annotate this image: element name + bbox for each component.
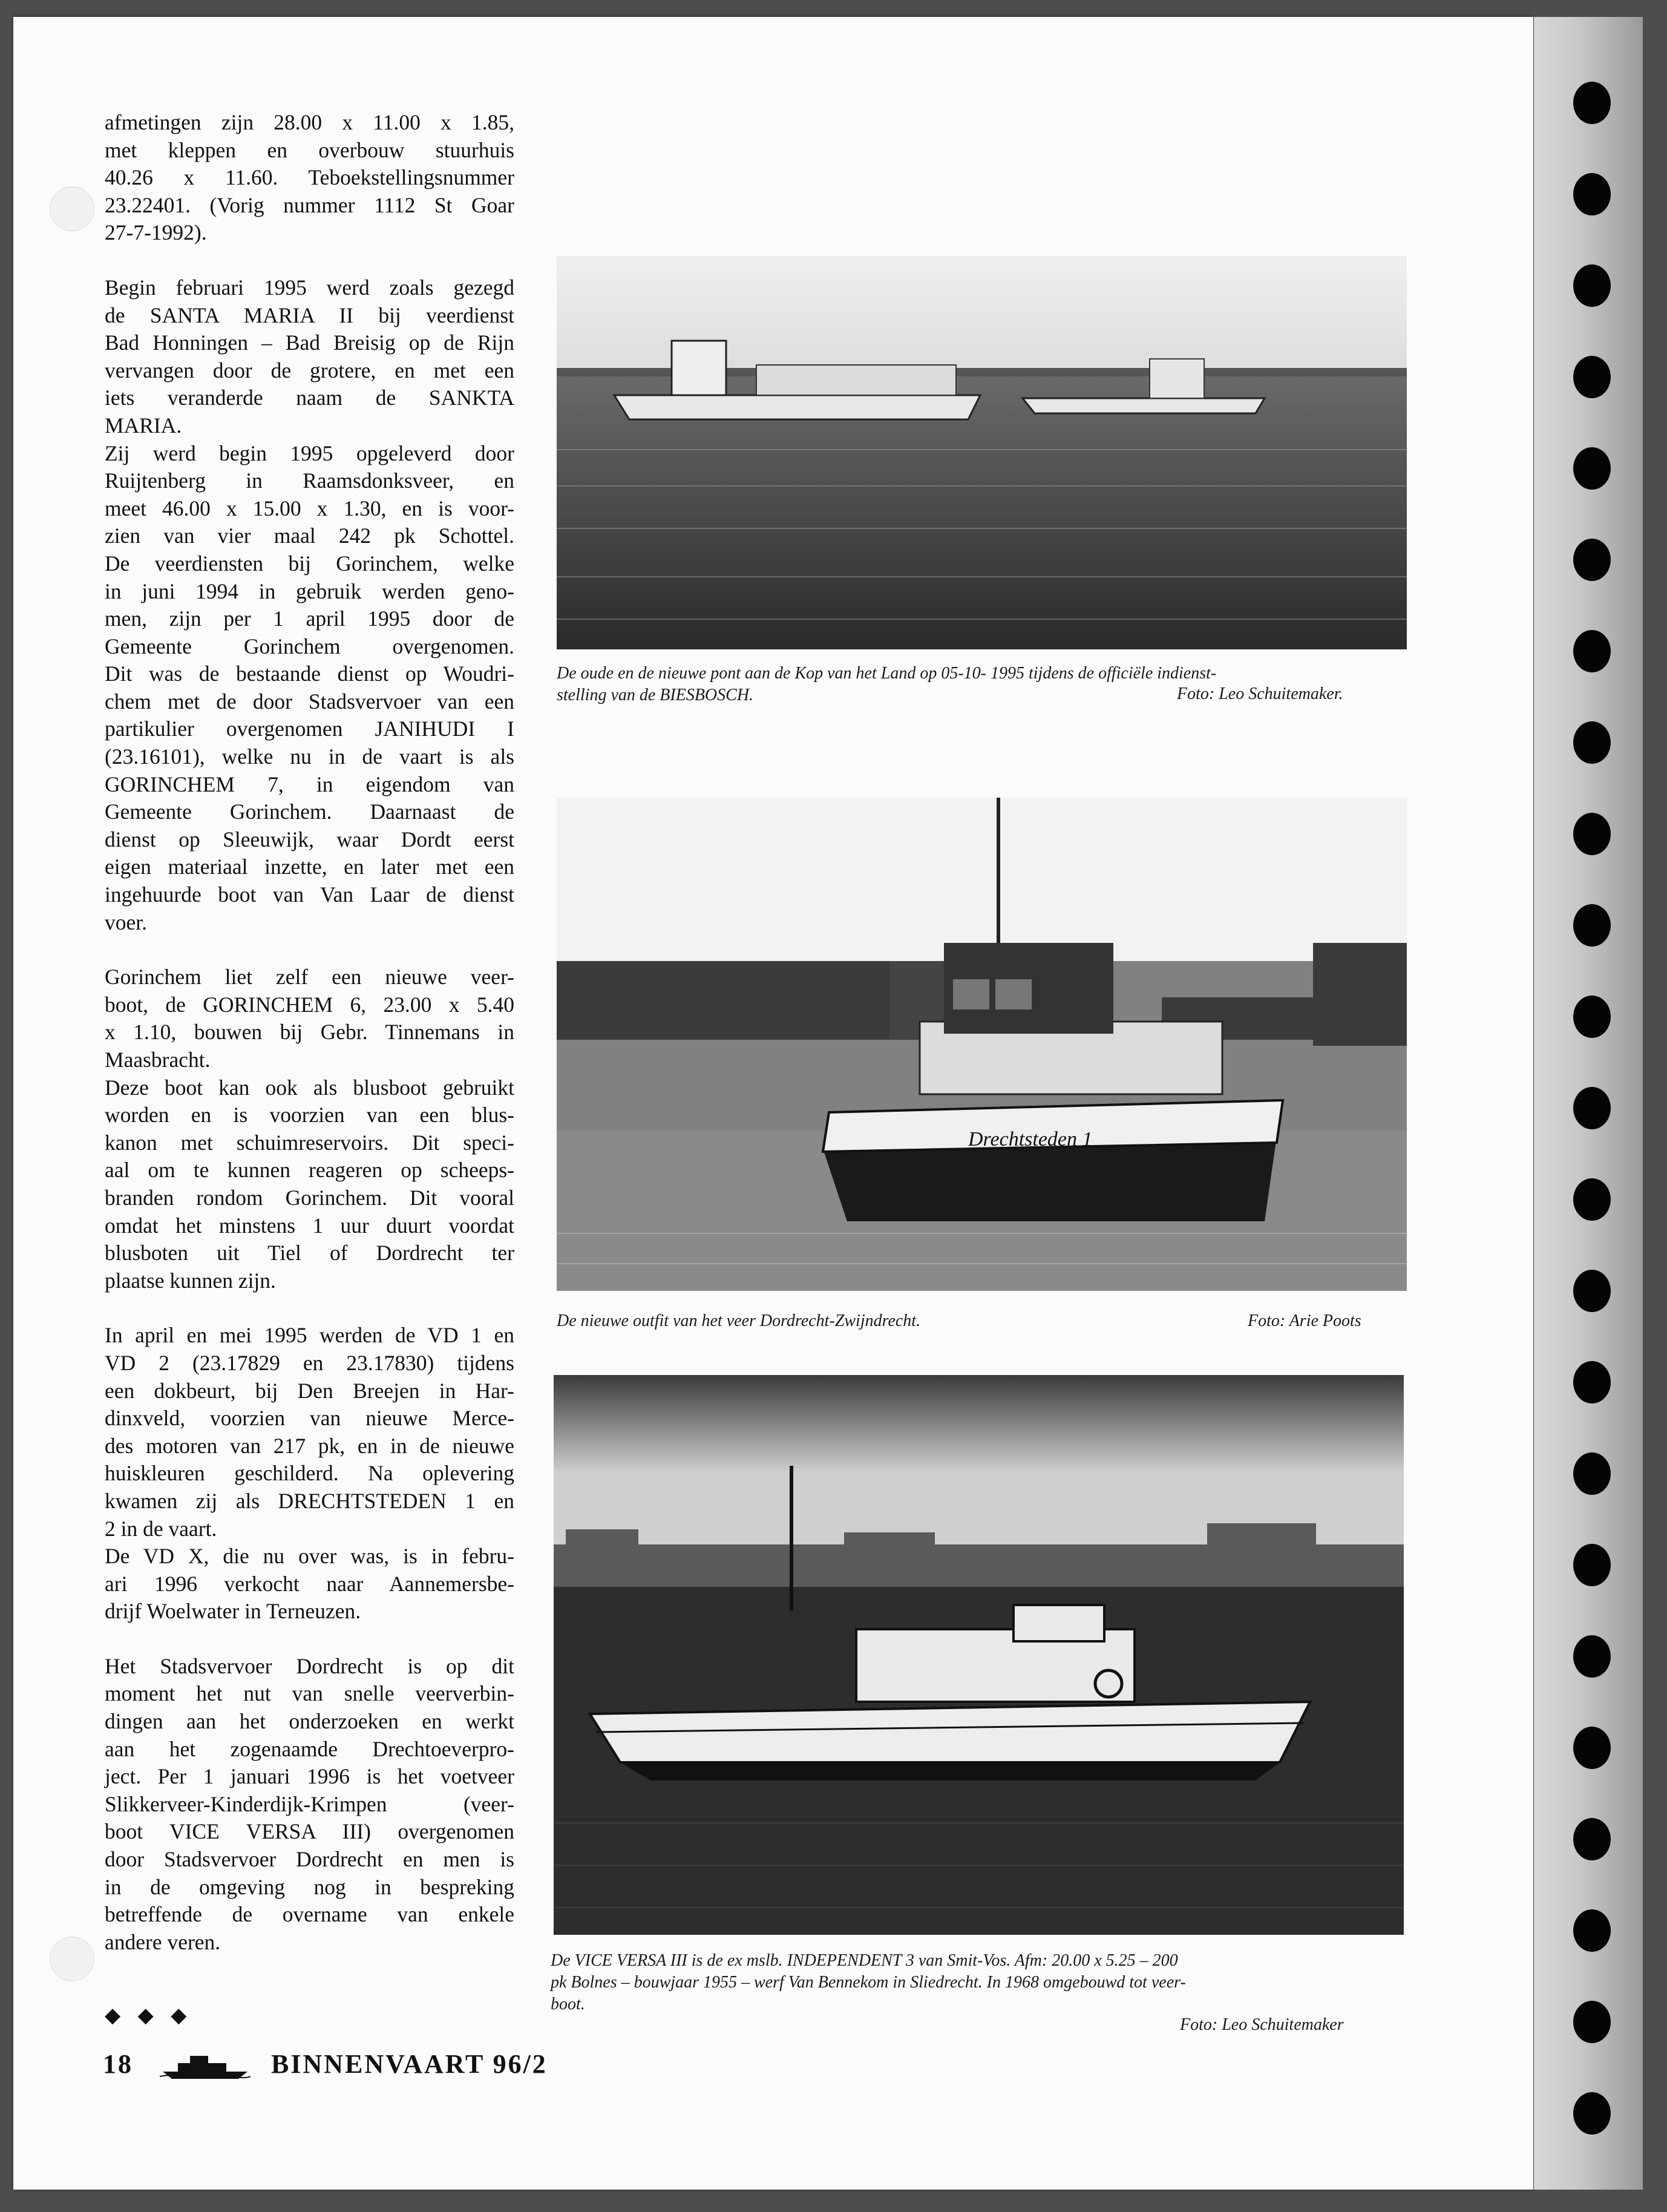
- text-line: drijf Woelwater in Terneuzen.: [105, 1599, 361, 1624]
- text-line: Begin februari 1995 werd zoals gezegd: [105, 275, 514, 300]
- text-line: voer.: [105, 910, 147, 934]
- punch-hole-mark: [50, 1937, 94, 1981]
- binder-hole: [1573, 1818, 1611, 1860]
- text-line: de SANTA MARIA II bij veerdienst: [105, 303, 514, 327]
- text-line: Dit was de bestaande dienst op Woudri-: [105, 661, 514, 686]
- text-line: kanon met schuimreservoirs. Dit speci-: [105, 1130, 514, 1155]
- text-line: Slikkerveer-Kinderdijk-Krimpen (veer-: [105, 1791, 514, 1816]
- text-line: De veerdiensten bij Gorinchem, welke: [105, 551, 514, 576]
- text-line: betreffende de overname van enkele: [105, 1902, 514, 1927]
- caption-line: De oude en de nieuwe pont aan de Kop van het Land op 05-10- 1995 tijdens de officiële indienst-: [557, 664, 1217, 683]
- binder-hole: [1573, 173, 1611, 215]
- text-line: door Stadsvervoer Dordrecht en men is: [105, 1847, 514, 1872]
- binder-hole: [1573, 1452, 1611, 1495]
- binder-hole: [1573, 2001, 1611, 2043]
- text-line: De VD X, die nu over was, is in febru-: [105, 1544, 514, 1569]
- binder-hole: [1573, 356, 1611, 398]
- text-line: 27-7-1992).: [105, 220, 207, 245]
- text-line: 40.26 x 11.60. Teboekstellingsnummer: [105, 165, 514, 190]
- text-line: MARIA.: [105, 413, 182, 438]
- binder-hole: [1573, 1544, 1611, 1586]
- text-line: 23.22401. (Vorig nummer 1112 St Goar: [105, 192, 514, 217]
- photo-drechtsteden-ferry: [557, 798, 1407, 1291]
- text-line: omdat het minstens 1 uur duurt voordat: [105, 1213, 514, 1238]
- binder-hole: [1573, 1178, 1611, 1221]
- text-line: huiskleuren geschilderd. Na oplevering: [105, 1461, 514, 1486]
- caption-line: De nieuwe outfit van het veer Dordrecht-Zwijndrecht.: [557, 1311, 921, 1330]
- binder-hole: [1573, 630, 1611, 672]
- text-line: een dokbeurt, bij Den Breejen in Har-: [105, 1378, 514, 1403]
- photo-caption: [551, 1950, 1410, 2015]
- text-line: Bad Honningen – Bad Breisig op de Rijn: [105, 330, 514, 355]
- photo-ferries-kop-van-het-land: [557, 256, 1407, 649]
- text-line: plaatse kunnen zijn.: [105, 1268, 276, 1293]
- text-line: aan het zogenaamde Drechtoeverpro-: [105, 1736, 514, 1761]
- punch-hole-mark: [50, 186, 94, 231]
- text-line: 2 in de vaart.: [105, 1516, 217, 1541]
- binder-hole: [1573, 721, 1611, 764]
- binder-hole: [1573, 1087, 1611, 1129]
- text-line: zien van vier maal 242 pk Schottel.: [105, 523, 514, 548]
- text-line: boot VICE VERSA III) overgenomen: [105, 1819, 514, 1844]
- text-line: afmetingen zijn 28.00 x 11.00 x 1.85,: [105, 110, 514, 134]
- binder-hole: [1573, 82, 1611, 124]
- binder-hole: [1573, 1270, 1611, 1312]
- text-line: met kleppen en overbouw stuurhuis: [105, 137, 514, 162]
- text-line: des motoren van 217 pk, en in de nieuwe: [105, 1433, 514, 1458]
- text-line: Het Stadsvervoer Dordrecht is op dit: [105, 1653, 514, 1678]
- binder-hole: [1573, 1361, 1611, 1403]
- photo-caption: [557, 1310, 1101, 1332]
- text-line: ari 1996 verkocht naar Aannemersbe-: [105, 1571, 514, 1596]
- text-line: moment het nut van snelle veerverbin-: [105, 1681, 514, 1706]
- text-line: blusboten uit Tiel of Dordrecht ter: [105, 1241, 514, 1265]
- photo-credit: Foto: Arie Poots: [1248, 1311, 1361, 1330]
- text-line: in de omgeving nog in bespreking: [105, 1874, 514, 1899]
- text-line: Gorinchem liet zelf een nieuwe veer-: [105, 965, 514, 989]
- binder-hole: [1573, 813, 1611, 855]
- page-number: 18: [103, 2049, 133, 2079]
- caption-line: De VICE VERSA III is de ex mslb. INDEPENDENT 3 van Smit-Vos. Afm: 20.00 x 5.25 – 200: [551, 1951, 1178, 1970]
- text-line: men, zijn per 1 april 1995 door de: [105, 606, 514, 631]
- text-line: In april en mei 1995 werden de VD 1 en: [105, 1323, 514, 1348]
- binder-hole: [1573, 1727, 1611, 1769]
- article-paragraph: [105, 1322, 514, 1626]
- caption-line: pk Bolnes – bouwjaar 1955 – werf Van Bennekom in Sliedrecht. In 1968 omgebouwd tot veer-: [551, 1973, 1186, 1992]
- text-line: dinxveld, voorzien van nieuwe Merce-: [105, 1406, 514, 1431]
- binder-hole: [1573, 264, 1611, 307]
- text-line: dingen aan het onderzoeken en werkt: [105, 1709, 514, 1734]
- text-line: Ruijtenberg in Raamsdonksveer, en: [105, 468, 514, 493]
- article-paragraph: [105, 1653, 514, 1957]
- article-paragraph: [105, 963, 514, 1295]
- text-line: Zij werd begin 1995 opgeleverd door: [105, 441, 514, 465]
- text-line: ject. Per 1 januari 1996 is het voetveer: [105, 1764, 514, 1789]
- text-line: Maasbracht.: [105, 1048, 211, 1072]
- text-line: andere veren.: [105, 1929, 221, 1954]
- text-line: eigen materiaal inzette, en later met een: [105, 855, 514, 879]
- photo-credit: Foto: Leo Schuitemaker.: [1177, 684, 1343, 703]
- magazine-title: BINNENVAART 96/2: [271, 2049, 548, 2079]
- text-line: chem met de door Stadsvervoer van een: [105, 689, 514, 714]
- text-line: GORINCHEM 7, in eigendom van: [105, 772, 514, 796]
- section-end-ornament: ◆ ◆ ◆: [105, 2004, 193, 2027]
- caption-line: boot.: [551, 1995, 585, 2013]
- photo-vice-versa-iii: [554, 1375, 1404, 1935]
- text-line: boot, de GORINCHEM 6, 23.00 x 5.40: [105, 992, 514, 1017]
- text-line: Deze boot kan ook als blusboot gebruikt: [105, 1075, 514, 1100]
- binder-hole: [1573, 904, 1611, 947]
- boat-name-label: Drechtsteden 1: [968, 1128, 1093, 1150]
- text-line: branden rondom Gorinchem. Dit vooral: [105, 1185, 514, 1210]
- text-line: Gemeente Gorinchem. Daarnaast de: [105, 799, 514, 824]
- caption-line: stelling van de BIESBOSCH.: [557, 686, 754, 704]
- binder-hole: [1573, 1909, 1611, 1952]
- article-paragraph: [105, 274, 514, 936]
- binder-hole: [1573, 996, 1611, 1038]
- text-line: kwamen zij als DRECHTSTEDEN 1 en: [105, 1488, 514, 1513]
- binder-hole: [1573, 1635, 1611, 1678]
- text-line: iets veranderde naam de SANKTA: [105, 386, 514, 410]
- text-line: dienst op Sleeuwijk, waar Dordt eerst: [105, 827, 514, 852]
- text-line: Gemeente Gorinchem overgenomen.: [105, 634, 514, 658]
- binder-hole: [1573, 539, 1611, 581]
- binder-hole: [1573, 447, 1611, 490]
- binder-hole: [1573, 2092, 1611, 2135]
- text-line: in juni 1994 in gebruik werden geno-: [105, 579, 514, 603]
- ship-logo-icon: [160, 2053, 251, 2080]
- text-line: (23.16101), welke nu in de vaart is als: [105, 744, 514, 769]
- text-line: meet 46.00 x 15.00 x 1.30, en is voor-: [105, 496, 514, 520]
- photo-credit: Foto: Leo Schuitemaker: [1180, 2015, 1344, 2034]
- text-line: x 1.10, bouwen bij Gebr. Tinnemans in: [105, 1020, 514, 1045]
- text-line: ingehuurde boot van Van Laar de dienst: [105, 882, 514, 907]
- page-footer: [103, 2049, 548, 2080]
- text-line: partikulier overgenomen JANIHUDI I: [105, 717, 514, 741]
- text-line: aal om te kunnen reageren op scheeps-: [105, 1158, 514, 1183]
- text-line: VD 2 (23.17829 en 23.17830) tijdens: [105, 1350, 514, 1375]
- text-line: vervangen door de grotere, en met een: [105, 358, 514, 382]
- article-text-column: [105, 109, 514, 1956]
- text-line: worden en is voorzien van een blus-: [105, 1103, 514, 1127]
- article-paragraph: [105, 109, 514, 247]
